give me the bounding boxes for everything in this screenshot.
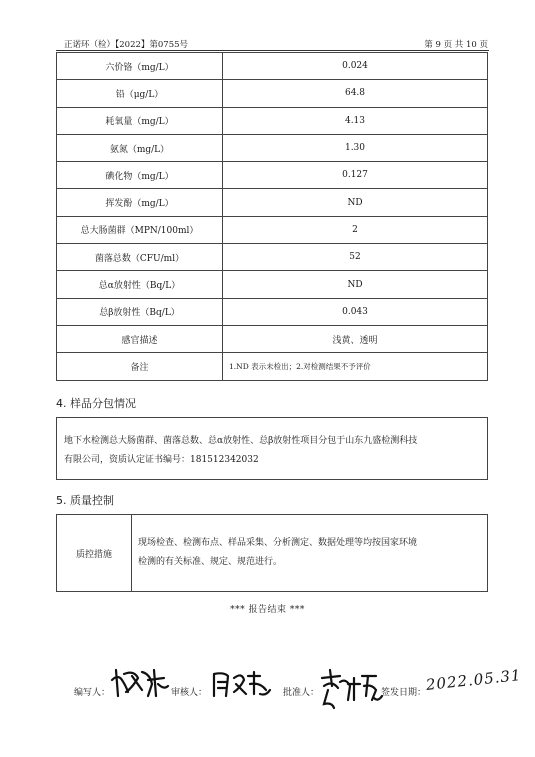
qc-label: 质控措施	[57, 515, 132, 592]
approver-signature	[318, 668, 384, 712]
qc-line-1: 现场检查、检测布点、样品采集、分析测定、数据处理等均按国家环境	[138, 538, 418, 548]
table-row	[57, 162, 488, 189]
writer-label: 编写人：	[74, 688, 111, 698]
table-row	[57, 189, 488, 216]
row-item: 碘化物（mg/L）	[57, 162, 223, 189]
row-value: 0.043	[223, 298, 488, 325]
table-row	[57, 271, 488, 298]
table-row	[57, 216, 488, 243]
qc-description	[132, 515, 488, 592]
row-value: 0.024	[223, 53, 488, 80]
report-end-mark: *** 报告结束 ***	[230, 605, 305, 615]
row-value: 浅黄、透明	[223, 325, 488, 352]
subcontract-line-1: 地下水检测总大肠菌群、菌落总数、总α放射性、总β放射性项目分包于山东九盛检测科技	[64, 436, 418, 446]
subcontract-line-2: 有限公司，资质认定证书编号：181512342032	[64, 455, 259, 465]
table-row	[57, 298, 488, 325]
table-row	[57, 107, 488, 134]
row-item: 六价铬（mg/L）	[57, 53, 223, 80]
table-row	[57, 53, 488, 80]
row-item: 总α放射性（Bq/L）	[57, 271, 223, 298]
approver-label: 批准人：	[283, 688, 320, 698]
table-row	[57, 353, 488, 380]
header-divider	[56, 50, 489, 51]
row-value: 52	[223, 244, 488, 271]
row-value: 1.30	[223, 134, 488, 161]
qc-line-2: 检测的有关标准、规定、规范进行。	[138, 557, 283, 567]
row-item: 总β放射性（Bq/L）	[57, 298, 223, 325]
section-4-title: 4. 样品分包情况	[56, 397, 136, 410]
page-info: 第 9 页 共 10 页	[424, 40, 488, 50]
row-value: 0.127	[223, 162, 488, 189]
row-value: 4.13	[223, 107, 488, 134]
row-value: ND	[223, 189, 488, 216]
row-item: 备注	[57, 353, 223, 380]
row-item: 挥发酚（mg/L）	[57, 189, 223, 216]
report-number: 正诺环（检）【2022】第0755号	[64, 40, 189, 50]
reviewer-label: 审核人：	[171, 688, 208, 698]
section-5-title: 5. 质量控制	[56, 494, 114, 507]
row-item: 氨氮（mg/L）	[57, 134, 223, 161]
subcontract-box	[56, 417, 488, 480]
reviewer-signature	[210, 668, 274, 700]
row-value: ND	[223, 271, 488, 298]
results-table	[56, 52, 488, 381]
row-value: 2	[223, 216, 488, 243]
row-item: 铅（μg/L）	[57, 80, 223, 107]
table-row	[57, 325, 488, 352]
quality-control-table	[56, 514, 488, 592]
row-item: 耗氧量（mg/L）	[57, 107, 223, 134]
issue-date-value: 2022.05.31	[425, 666, 523, 694]
row-value: 64.8	[223, 80, 488, 107]
row-value: 1.ND 表示未检出；2.对检测结果不予评价	[223, 353, 488, 380]
writer-signature	[108, 666, 170, 700]
row-item: 总大肠菌群（MPN/100ml）	[57, 216, 223, 243]
issue-date-label: 签发日期：	[381, 688, 427, 698]
table-row	[57, 80, 488, 107]
table-row	[57, 515, 488, 592]
row-item: 感官描述	[57, 325, 223, 352]
table-row	[57, 134, 488, 161]
table-row	[57, 244, 488, 271]
row-item: 菌落总数（CFU/ml）	[57, 244, 223, 271]
